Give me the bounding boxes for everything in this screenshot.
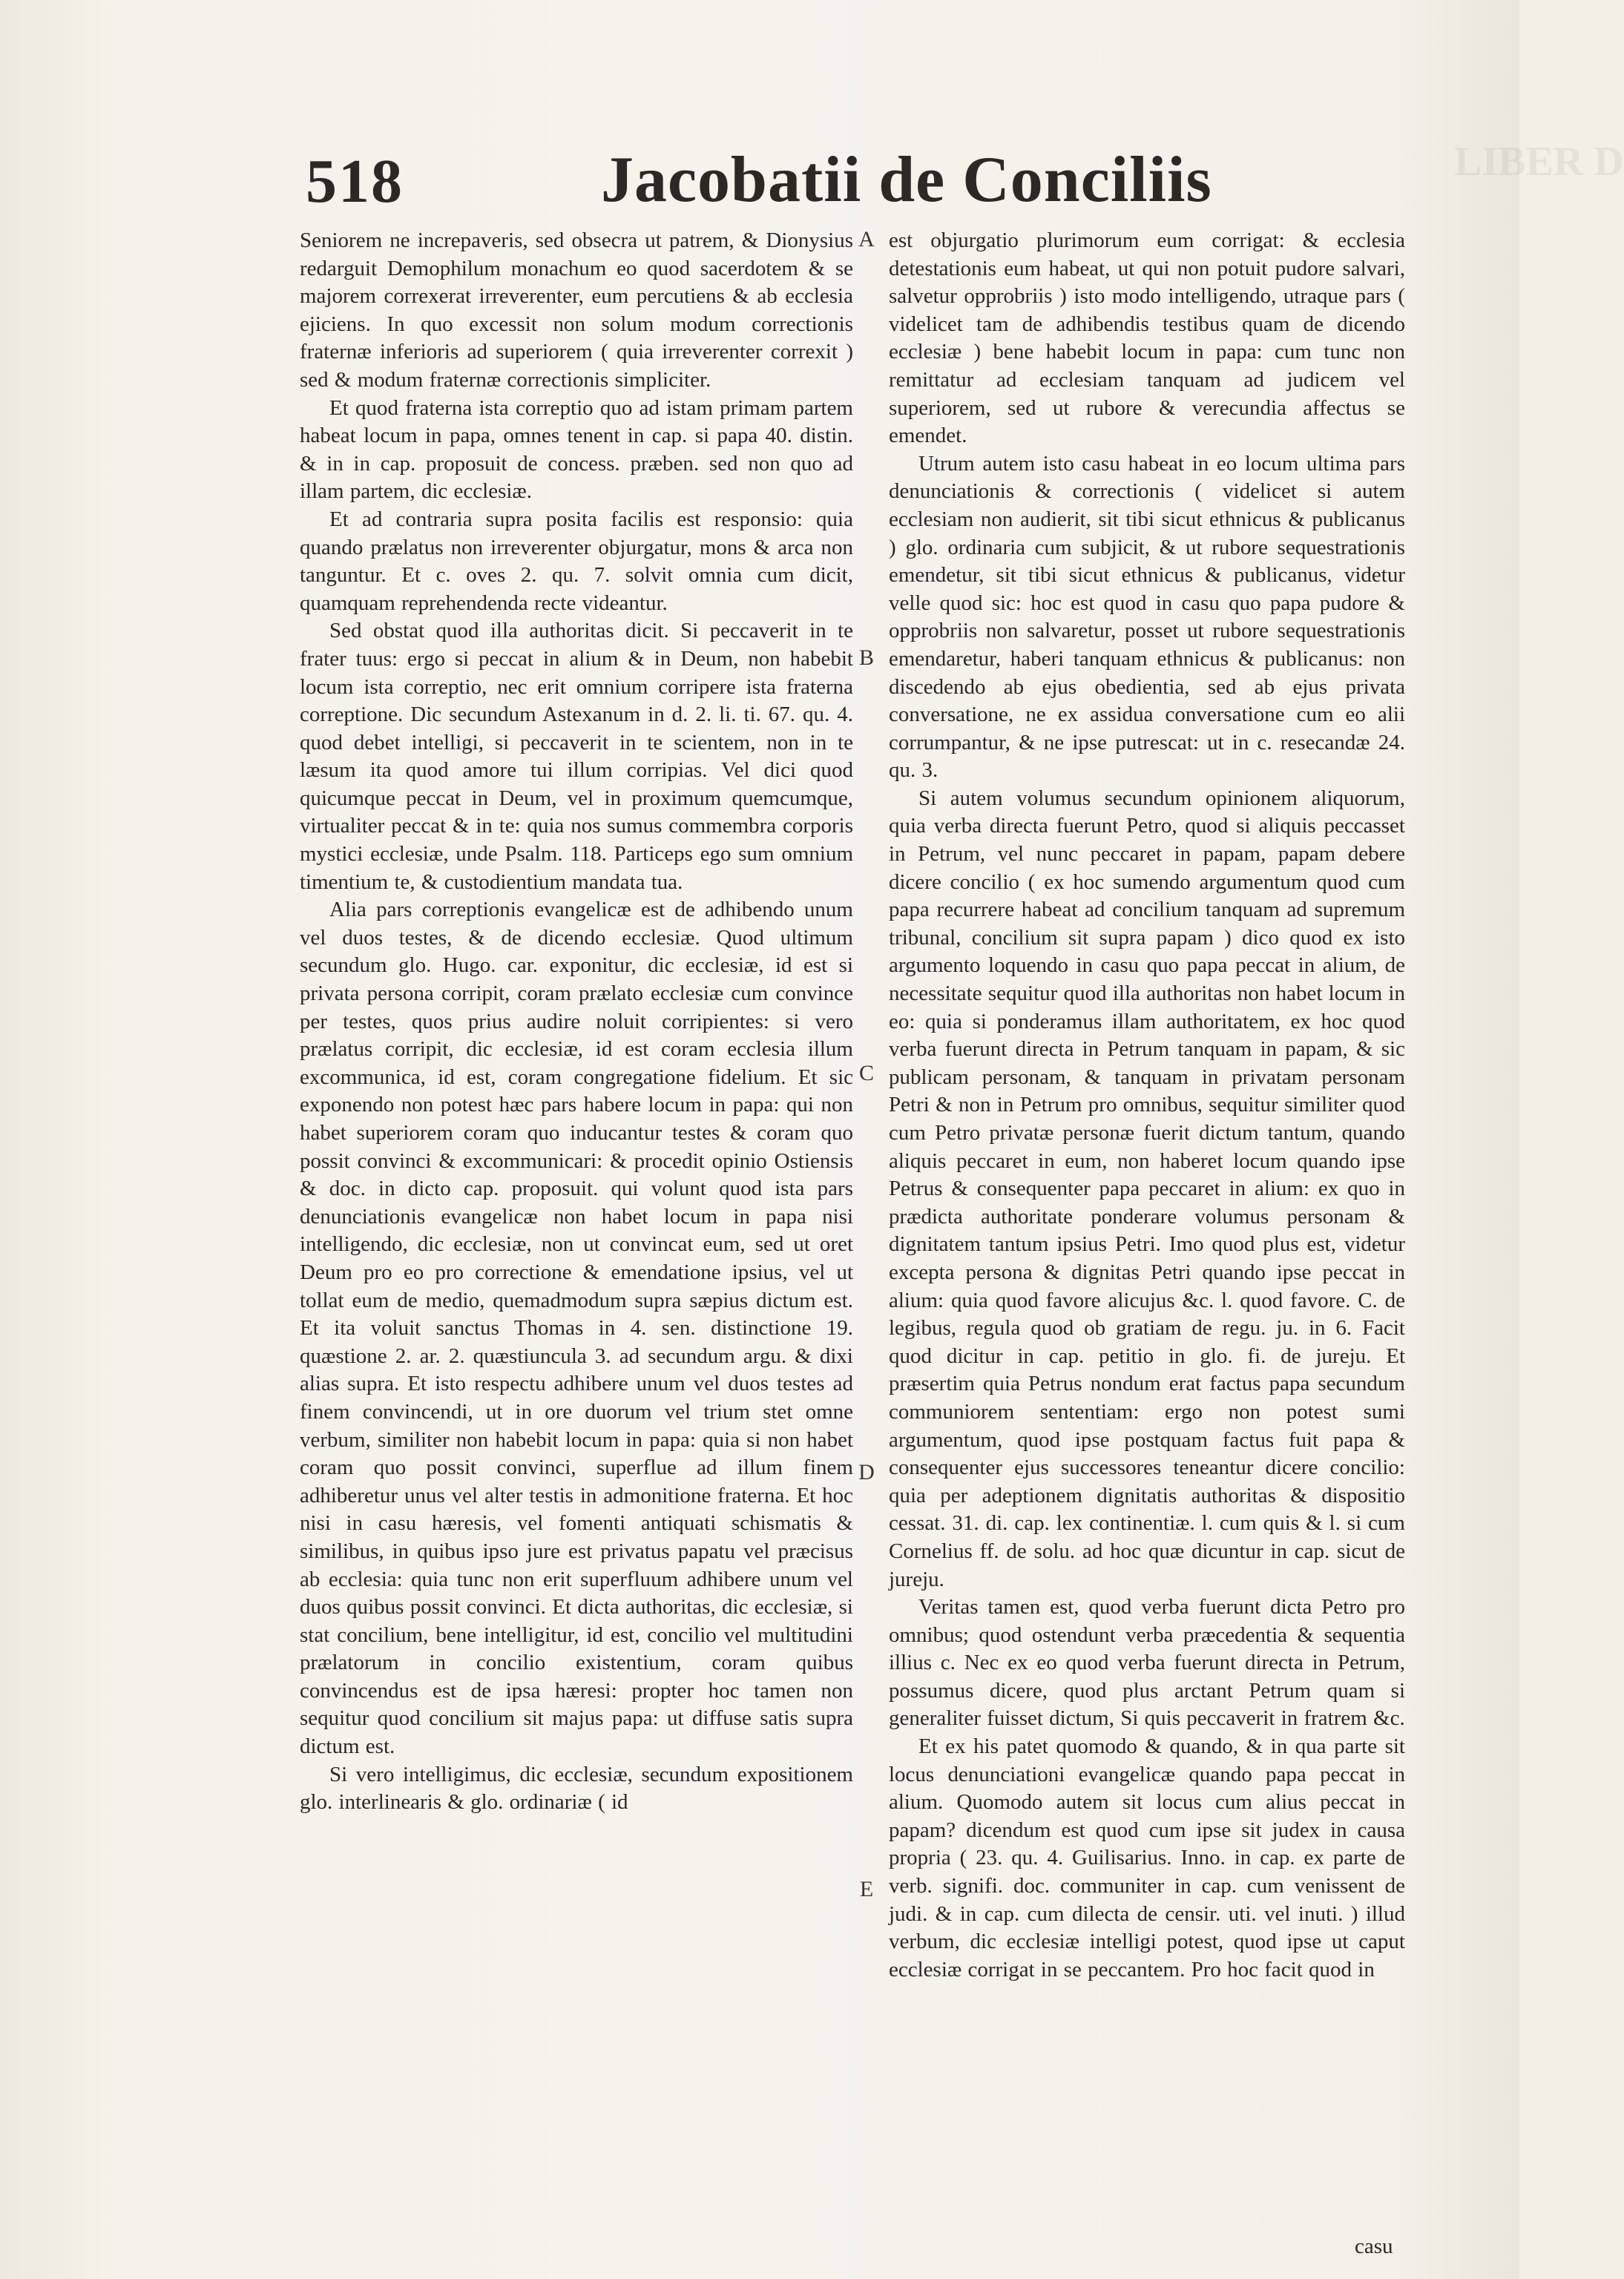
margin-marker-a: A xyxy=(858,227,875,251)
margin-markers xyxy=(852,0,881,2279)
left-paragraph: Et ad contraria supra posita facilis est responsio: quia quando prælatus non irreverenter objurgatur, mons & arca non tanguntur. Et c. oves 2. qu. 7. solvit omnia cum dicit, quamquam reprehendenda recte videantur. xyxy=(300,507,853,615)
right-paragraph: est objurgatio plurimorum eum corrigat: & ecclesia detestationis eum habeat, ut qui non potuit pudore salvari, salvetur opprobriis ) isto modo intelligendo, utraque pars ( videlicet tam de adhibendis testibus quam de dicendo ecclesiæ ) bene habebit locum in papa: cum tunc non remittatur ad ecclesiam tanquam ad judicem vel superiorem, sed ut rubore & verecundia affectus se emendet. xyxy=(889,228,1405,448)
page-number: 518 xyxy=(306,147,404,216)
margin-marker-b: B xyxy=(858,645,874,670)
margin-marker-d: D xyxy=(858,1460,875,1484)
left-column xyxy=(300,227,853,1817)
left-paragraph: Et quod fraterna ista correptio quo ad istam primam partem habeat locum in papa, omnes tenent in cap. si papa 40. distin. & in in cap. proposuit de concess. præben. sed non quo ad illam partem, dic ecclesiæ. xyxy=(300,395,853,504)
bleed-through-text: LIBER D xyxy=(1454,139,1624,185)
left-paragraph: Si vero intelligimus, dic ecclesiæ, secundum expositionem glo. interlinearis & glo. ordinariæ ( id xyxy=(300,1762,853,1815)
catchword: casu xyxy=(1355,2234,1393,2258)
right-paragraph: Si autem volumus secundum opinionem aliquorum, quia verba directa fuerunt Petro, quod si aliquis peccasset in Petrum, vel nunc peccaret in papam, papam debere dicere concilio ( ex hoc sumendo argumentum quod cum papa recurrere habeat ad concilium tanquam ad supremum tribunal, concilium sit supra papam ) dico quod ex isto argumento loquendo in casu quo papa peccat in alium, de necessitate sequitur quod illa authoritas non habet locum in eo: quia si ponderamus illam authoritatem, ex hoc quod verba fuerunt directa in Petrum tanquam in papam, & sic publicam personam, & tanquam in privatam personam Petri & non in Petrum pro omnibus, sequitur similiter quod cum Petro privatæ personæ fuerit dictum tantum, quando aliquis peccaret in eum, non haberet locum quando ipse Petrus & consequenter papa peccaret in alium: ex quo in prædicta authoritate ponderare volumus personam & dignitatem tantum ipsius Petri. Imo quod plus est, videtur excepta persona & dignitas Petri quando ipse peccat in alium: quia quod favore alicujus &c. l. quod favore. C. de legibus, regula quod ob gratiam de regu. ju. in 6. Facit quod dicitur in cap. petitio in glo. fi. de jureju. Et præsertim quia Petrus nondum erat factus papa secundum communiorem sententiam: ergo non potest sumi argumentum, quod ipse postquam factus fuit papa & consequenter ejus successores teneantur dicere concilio: quia per adeptionem dignitatis authoritas & dispositio cessat. 31. di. cap. lex continentiæ. l. cum quis & l. si cum Cornelius ff. de solu. ad hoc quæ dicuntur in cap. sicut de jureju. xyxy=(889,786,1405,1591)
margin-marker-c: C xyxy=(858,1061,874,1085)
right-column xyxy=(889,227,1405,1984)
right-paragraph: Utrum autem isto casu habeat in eo locum ultima pars denunciationis & correctionis ( videlicet si autem ecclesiam non audierit, sit tibi sicut ethnicus & publicanus ) glo. ordinaria cum subjicit, & ut rubore sequestrationis emendetur, sit tibi sicut ethnicus & publicanus, videtur velle quod sic: hoc est quod in casu quo papa pudore & opprobriis non salvaretur, posset ut rubore sequestrationis emendaretur, haberi tanquam ethnicus & publicanus: non discedendo ab ejus obedientia, sed ab ejus privata conversatione, ne ex assidua conversatione cum eo alii corrumpantur, & ne ipse putrescat: ut in c. resecandæ 24. qu. 3. xyxy=(889,451,1405,783)
left-paragraph: Sed obstat quod illa authoritas dicit. Si peccaverit in te frater tuus: ergo si peccat in alium & in Deum, non habebit locum ista correptio, nec erit omnium corripere ista fraterna correptione. Dic secundum Astexanum in d. 2. li. ti. 67. qu. 4. quod debet intelligi, si peccaverit in te scientem, non in te læsum ita quod amore tui illum corripias. Vel dici quod quicumque peccat in Deum, vel in proximum quemcumque, virtualiter peccat & in te: quia nos sumus commembra corporis mystici ecclesiæ, unde Psalm. 118. Particeps ego sum omnium timentium te, & custodientium mandata tua. xyxy=(300,619,853,894)
page-header xyxy=(0,145,1519,227)
margin-marker-e: E xyxy=(859,1877,874,1901)
right-paragraph: Veritas tamen est, quod verba fuerunt dicta Petro pro omnibus; quod ostendunt verba præcedentia & sequentia illius c. Nec ex eo quod verba fuerunt directa in Petrum, possumus dicere, quod plus arctant Petrum quam si generaliter fuisset dictum, Si quis peccaverit in fratrem &c. xyxy=(889,1595,1405,1731)
running-title: Jacobatii de Conciliis xyxy=(601,144,1212,216)
left-paragraph: Seniorem ne increpaveris, sed obsecra ut patrem, & Dionysius redarguit Demophilum monachum eo quod sacerdotem & se majorem correxerat irreverenter, eum percutiens & ab ecclesia ejiciens. In quo excessit non solum modum correctionis fraternæ inferioris ad superiorem ( quia irreverenter correxit ) sed & modum fraternæ correctionis simpliciter. xyxy=(300,228,853,392)
right-paragraph: Et ex his patet quomodo & quando, & in qua parte sit locus denunciationi evangelicæ quando papa peccat in alium. Quomodo autem sit locus cum alius peccat in papam? dicendum est quod cum ipse sit judex in causa propria ( 23. qu. 4. Guilisarius. Inno. in cap. ex parte de verb. signifi. doc. communiter in cap. cum venissent de judi. & in cap. cum dilecta de censir. uti. vel inuti. ) illud verbum, dic ecclesiæ intelligi potest, quod ipse ut caput ecclesiæ corrigat in se peccantem. Pro hoc facit quod in xyxy=(889,1734,1405,1982)
left-paragraph: Alia pars correptionis evangelicæ est de adhibendo unum vel duos testes, & de dicendo ecclesiæ. Quod ultimum secundum glo. Hugo. car. exponitur, dic ecclesiæ, id est si privata persona corripit, coram prælato ecclesiæ cum convince per testes, quos prius audire noluit corripientes: si vero prælatus corripit, dic ecclesiæ, id est coram ecclesia illum excommunica, id est, coram congregatione fidelium. Et sic exponendo non potest hæc pars habere locum in papa: qui non habet superiorem coram quo inducantur testes & coram quo possit convinci & excommunicari: & procedit opinio Ostiensis & doc. in dicto cap. proposuit. qui volunt quod ista pars denunciationis evangelicæ non habet locum in papa nisi intelligendo, dic ecclesiæ, non ut convincat eum, sed ut oret Deum pro eo pro correctione & emendatione ipsius, vel ut tollat eum de medio, quemadmodum supra sæpius dictum est. Et ita voluit sanctus Thomas in 4. sen. distinctione 19. quæstione 2. ar. 2. quæstiuncula 3. ad secundum argu. & dixi alias supra. Et isto respectu adhibere unum vel duos testes ad finem convincendi, ut in ore duorum vel trium stet omne verbum, similiter non habebit locum in papa: quia si non habet coram quo possit convinci, superflue ad illum finem adhiberetur unus vel alter testis in admonitione fraterna. Et hoc nisi in casu hæresis, vel fomenti antiquati schismatis & similibus, in quibus ipso jure est privatus papatu vel præcisus ab ecclesia: quia tunc non erit superfluum adhibere unum vel duos quibus possit convinci. Et dicta authoritas, dic ecclesiæ, si stat concilium, bene intelligitur, id est, concilio vel multitudini prælatorum in concilio existentium, coram quibus convincendus est de ipsa hæresi: propter hoc tamen non sequitur quod concilium sit majus papa: ut diffuse satis supra dictum est. xyxy=(300,898,853,1759)
